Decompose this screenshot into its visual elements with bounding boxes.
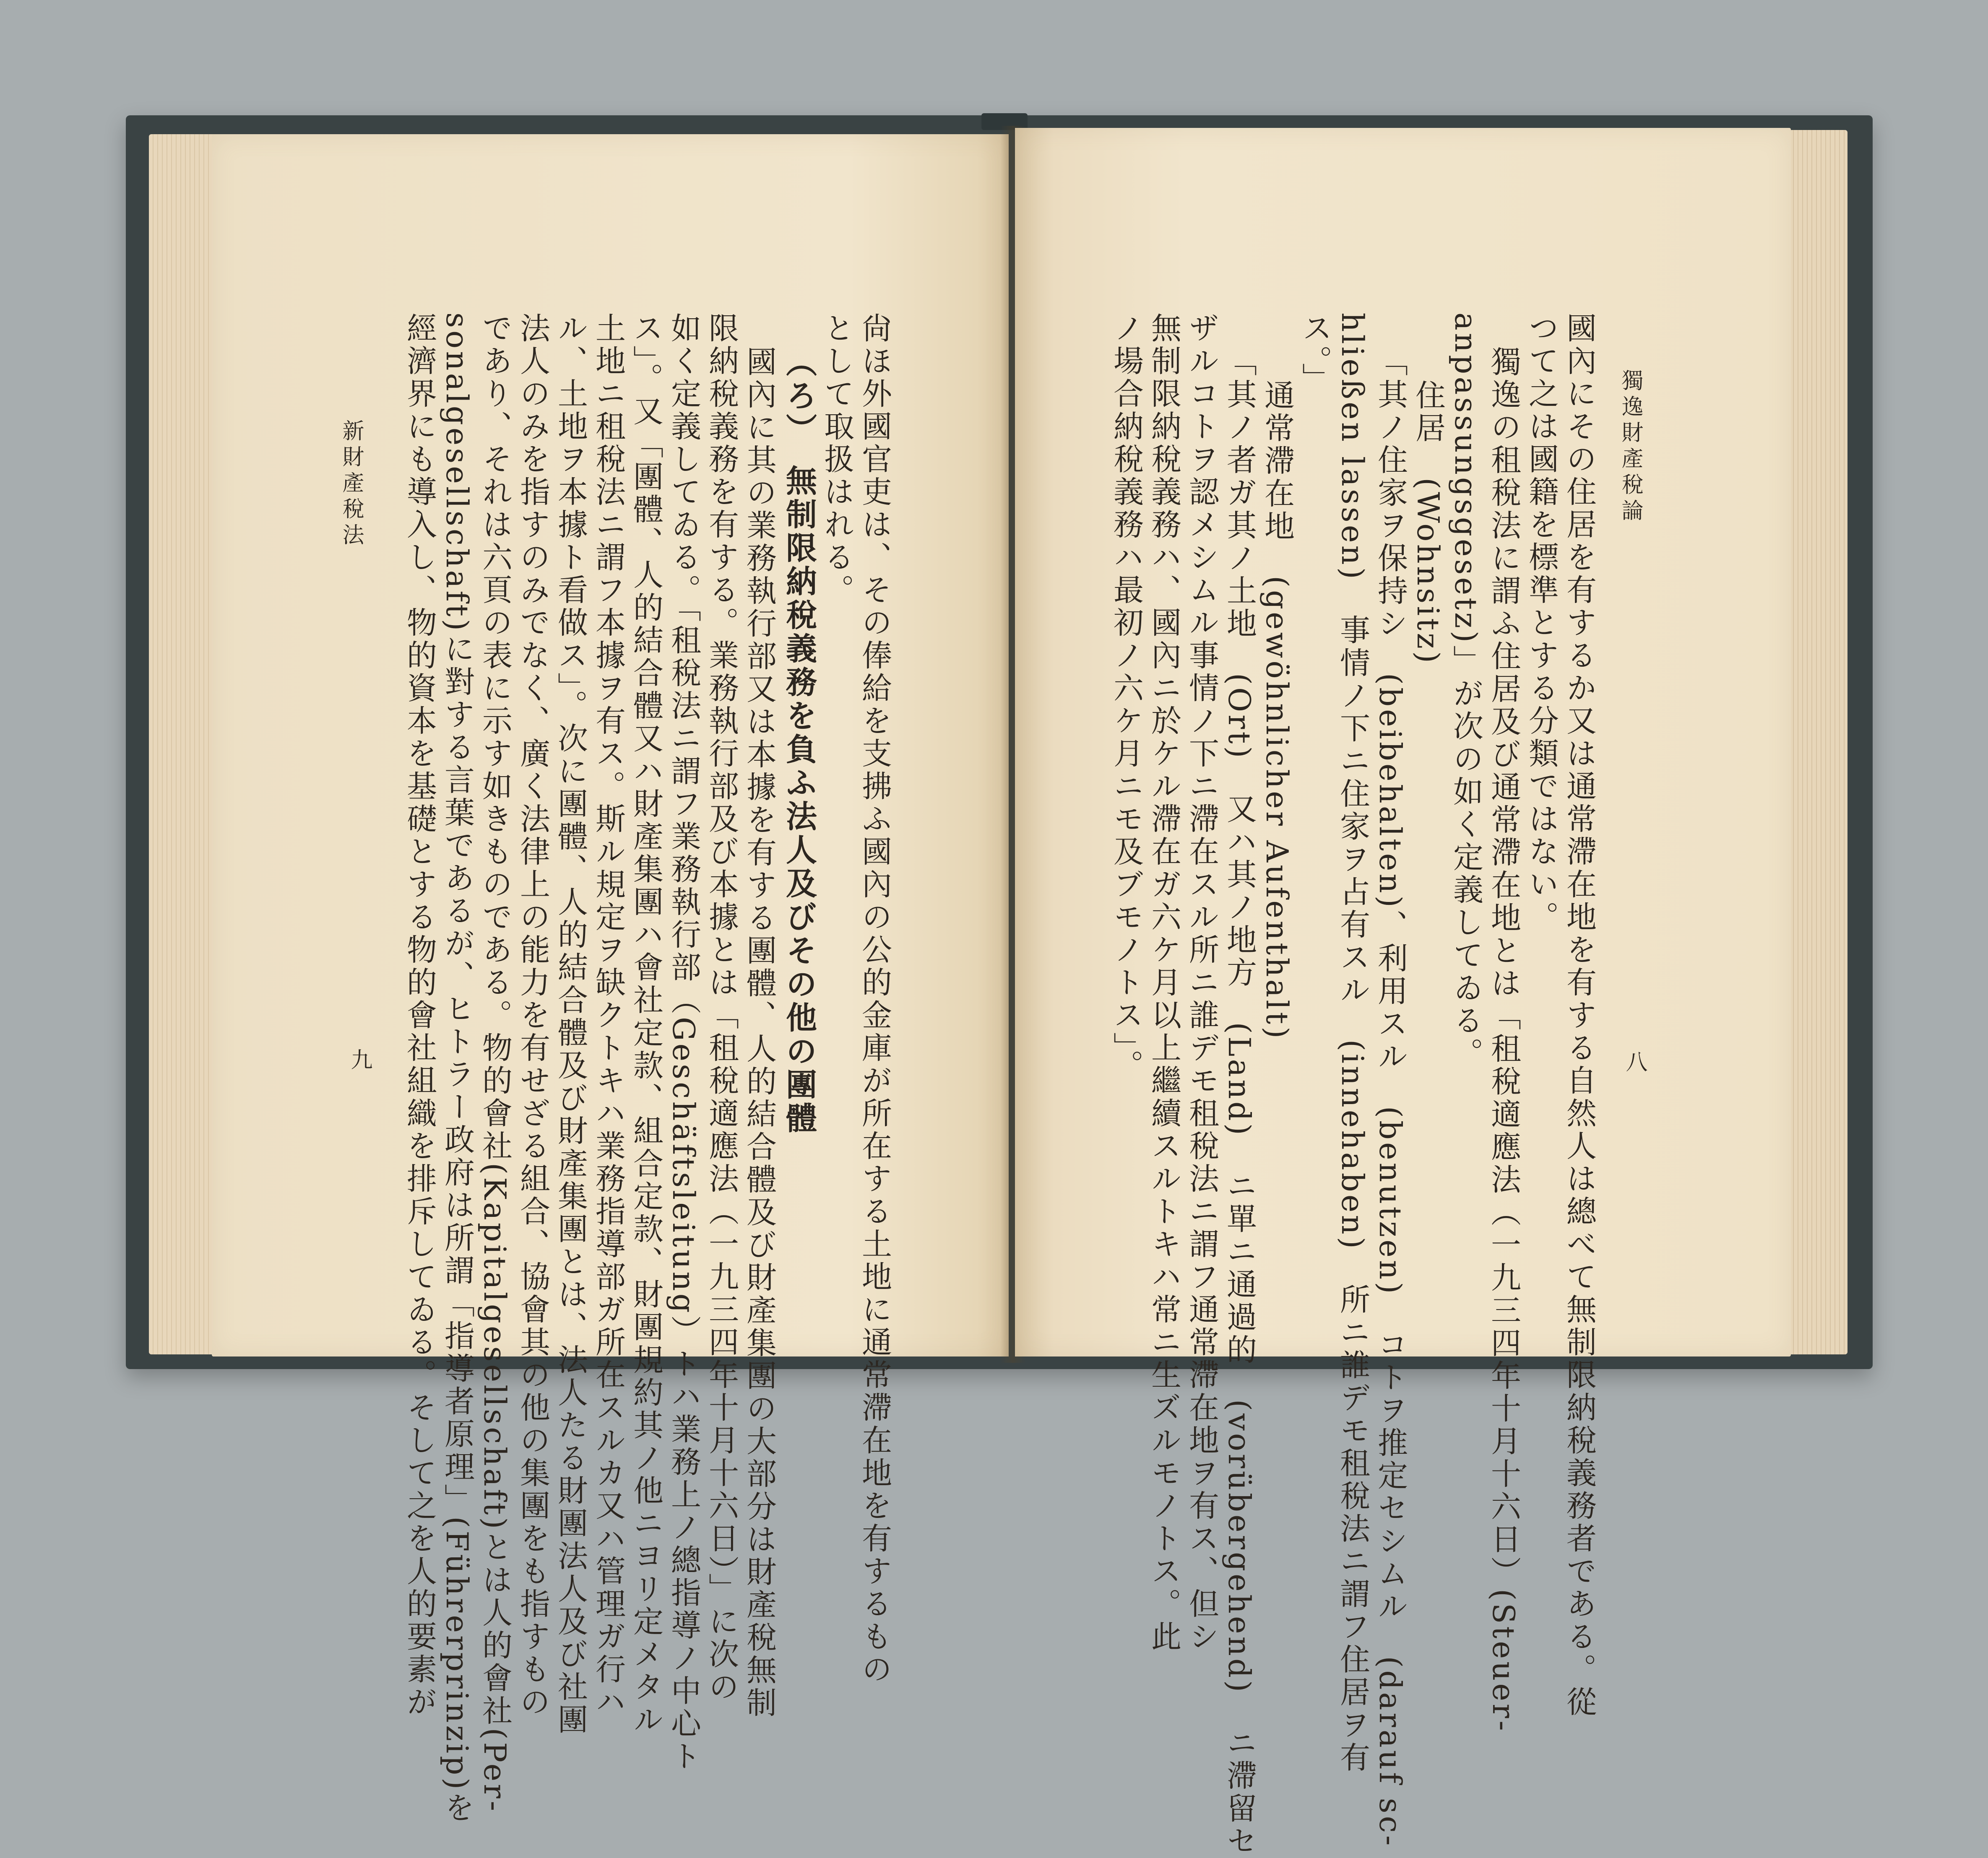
right-running-head: 獨逸財產稅論: [1618, 369, 1643, 525]
right-line-7: hließen lassen) 事情ノ下ニ住家ヲ占有スル (innehaben) 所ニ誰デモ租稅法ニ謂フ住居ヲ有: [1335, 312, 1370, 1775]
left-line-4: 國內に其の業務執行部又は本據を有する團體、人的結合體及び財產集團の大部分は財產稅無制: [742, 346, 777, 1720]
left-line-8: 土地ニ租稅法ニ謂フ本據ヲ有ス。斯ル規定ヲ缺クトキハ業務指導部ガ所在スルカ又ハ管理ガ行ハ: [591, 312, 626, 1719]
right-line-8: ス。」: [1297, 312, 1332, 395]
right-line-4: anpassungsgesetz)」が次の如く定義してゐる。: [1448, 312, 1483, 1071]
left-line-6: 如く定義してゐる。「租稅法ニ謂フ業務執行部（Geschäftsleitung）トハ業務上ノ總指導ノ中心ト: [666, 312, 701, 1773]
right-line-13: ノ場合納稅義務ハ最初ノ六ケ月ニモ及ブモノトス」。: [1108, 312, 1144, 1082]
left-running-head: 新財產稅法: [338, 419, 364, 549]
left-line-10: 法人のみを指すのみでなく、廣く法律上の能力を有せざる組合、協會其の他の集團をも指すもの: [515, 312, 550, 1719]
right-line-10: 「其ノ者ガ其ノ土地 (Ort) 又ハ其ノ地方 (Land) ニ單ニ通過的 (vorübergehend) ニ滯留セ: [1222, 346, 1257, 1858]
left-line-12: sonalgesellschaft)に對する言葉であるが、ヒトラー政府は所謂「指導者原理」(Führerprinzip)を: [440, 312, 475, 1825]
left-line-2: として取扱はれる。: [819, 312, 854, 607]
right-line-3: 獨逸の租稅法に謂ふ住居及び通常滯在地とは「租稅適應法（一九三四年十月十六日）(Steuer-: [1486, 346, 1521, 1733]
left-line-1: 尙ほ外國官吏は、その俸給を支拂ふ國內の公的金庫が所在する土地に通常滯在地を有するもの: [857, 312, 892, 1686]
left-line-13: 經濟界にも導入し、物的資本を基礎とする物的會社組織を排斥してゐる。そして之を人的要素が: [402, 312, 437, 1719]
right-line-11: ザルコトヲ認メシムル事情ノ下ニ滯在スル所ニ誰デモ租稅法ニ謂フ通常滯在地ヲ有ス、但シ: [1184, 312, 1219, 1653]
left-line-9: ル、土地ヲ本據ト看做ス」。次に團體、人的結合體及び財產集團とは、法人たる財團法人及び社團: [553, 312, 588, 1736]
left-line-11: であり、それは六頁の表に示す如きものである。物的會社(Kapitalgesellschaft)とは人的會社(Per-: [477, 312, 513, 1814]
right-line-6: 「其ノ住家ヲ保持シ (beibehalten)、利用スル (benutzen) コトヲ推定セシムル (darauf sc-: [1373, 346, 1408, 1848]
left-line-5: 限納稅義務を有する。業務執行部及び本據とは「租稅適應法（一九三四年十月十六日）」に次の: [704, 312, 739, 1704]
section-heading-ro: （ろ） 無制限納稅義務を負ふ法人及びその他の團體: [781, 346, 817, 1136]
left-line-7: ス」。又「團體、人的結合體又ハ財產集團ハ會社定款、組合定款、財團規約其ノ他ニヨリ定メタル: [628, 312, 664, 1736]
right-line-12: 無制限納稅義務ハ、國內ニ於ケル滯在ガ六ケ月以上繼續スルトキハ常ニ生ズルモノトス。此: [1146, 312, 1181, 1653]
right-page-number: 八: [1622, 1050, 1647, 1075]
right-line-5: 住居 (Wohnsitz): [1410, 379, 1446, 666]
right-line-9: 通常滯在地 (gewöhnlicher Aufenthalt): [1259, 379, 1295, 1041]
page-edges-left: [149, 134, 216, 1354]
right-line-2: つて之は國籍を標準とする分類ではない。: [1524, 312, 1559, 934]
left-page-number: 九: [347, 1048, 372, 1073]
right-line-1: 國內にその住居を有するか又は通常滯在地を有する自然人は總べて無制限納稅義務者である。從: [1561, 312, 1597, 1719]
page-edges-right: [1785, 130, 1847, 1354]
